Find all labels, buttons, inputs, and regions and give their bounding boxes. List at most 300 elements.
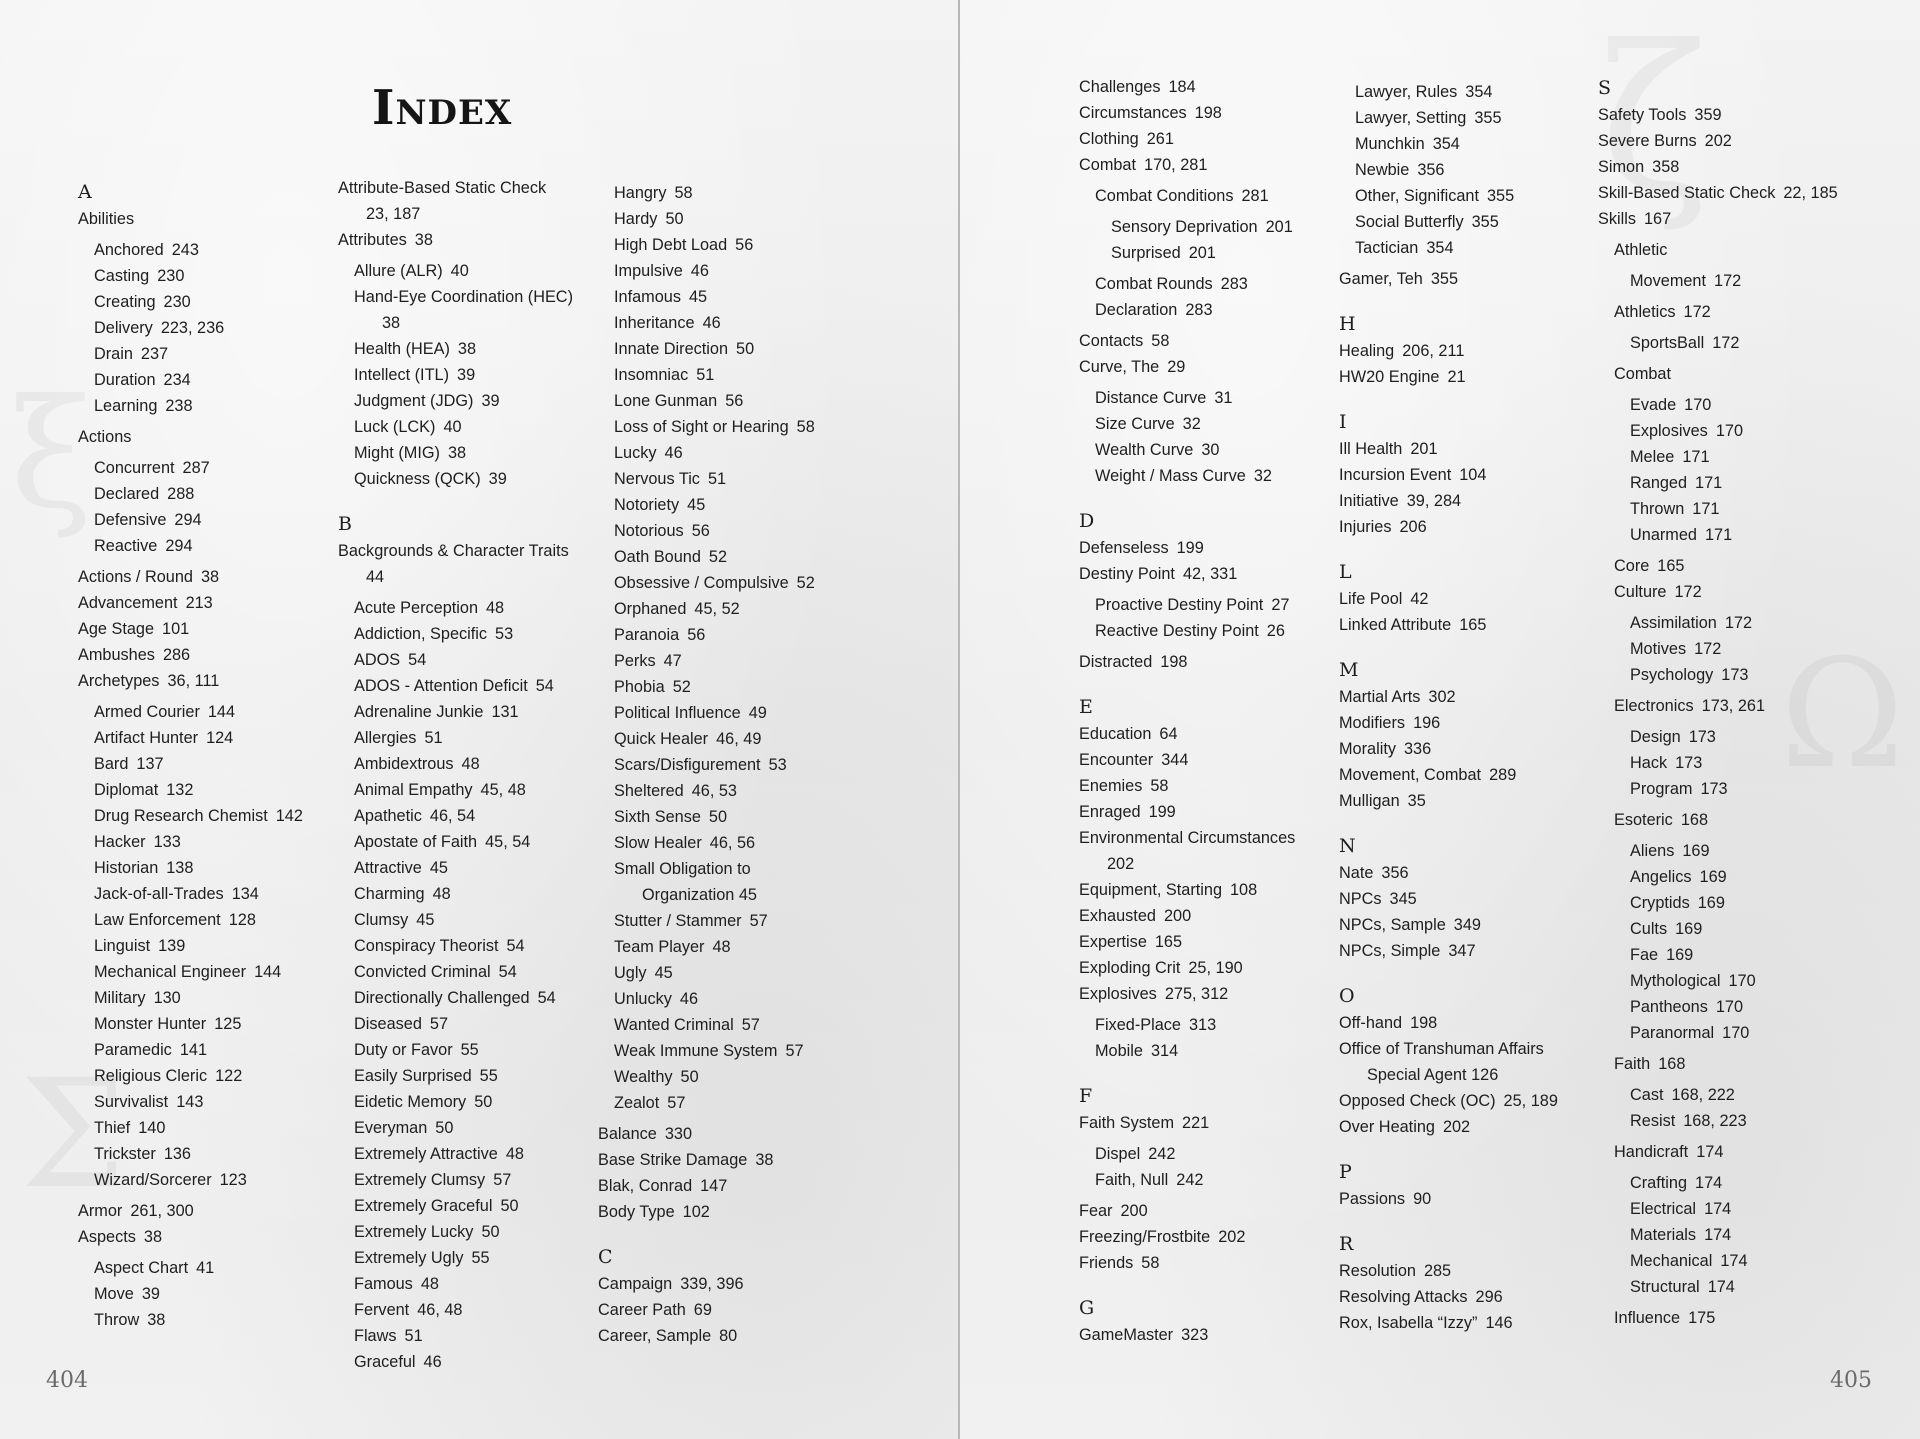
entry-term: Insomniac [614, 366, 689, 384]
entry-term: Cryptids [1630, 894, 1690, 912]
entry-pages: 45 [654, 964, 673, 982]
index-subentry [338, 1349, 600, 1375]
entry-term: Allure (ALR) [354, 262, 443, 280]
index-entry [1079, 100, 1339, 126]
entry-term: Aliens [1630, 842, 1675, 860]
index-subentry [1598, 838, 1868, 864]
index-subentry [338, 725, 600, 751]
entry-pages: 175 [1688, 1309, 1716, 1327]
index-subentry [598, 908, 868, 934]
index-subentry [598, 180, 868, 206]
entry-pages: 38 [200, 568, 220, 586]
entry-term: Passions [1339, 1190, 1406, 1208]
index-entry [1079, 152, 1339, 178]
entry-term: Small Obligation to [614, 860, 751, 878]
entry-term: NPCs, Simple [1339, 942, 1441, 960]
entry-pages: 169 [1697, 894, 1725, 912]
index-subentry [598, 726, 868, 752]
entry-term: Creating [94, 293, 156, 311]
entry-pages: 56 [691, 522, 710, 540]
entry-term: Morality [1339, 740, 1396, 758]
entry-pages: 173 [1688, 728, 1716, 746]
entry-term: Resist [1630, 1112, 1676, 1130]
entry-pages: 39 [141, 1285, 160, 1303]
index-subentry [598, 1012, 868, 1038]
index-subentry [78, 455, 328, 481]
section-letter: F [1079, 1085, 1093, 1107]
entry-term: Crafting [1630, 1174, 1688, 1192]
index-subentry [78, 1167, 328, 1193]
index-entry [1339, 1036, 1599, 1088]
entry-term: Assimilation [1630, 614, 1717, 632]
index-subentry [598, 856, 868, 908]
entry-term: Tactician [1355, 239, 1419, 257]
index-column [598, 175, 868, 1349]
entry-term: Law Enforcement [94, 911, 221, 929]
entry-pages: 174 [1704, 1226, 1732, 1244]
entry-term: Flaws [354, 1327, 397, 1345]
entry-pages: 199 [1148, 803, 1176, 821]
index-subentry [1598, 724, 1868, 750]
entry-term: Aspects [78, 1228, 136, 1246]
index-entry [78, 616, 328, 642]
entry-term: Religious Cleric [94, 1067, 208, 1085]
entry-term: Hand-Eye Coordination (HEC) [354, 288, 573, 306]
entry-term: Faith System [1079, 1114, 1175, 1132]
index-subentry [78, 777, 328, 803]
entry-term: Age Stage [78, 620, 155, 638]
entry-term: Easily Surprised [354, 1067, 472, 1085]
entry-term: Movement, Combat [1339, 766, 1482, 784]
index-subentry [1598, 496, 1868, 522]
entry-term: Design [1630, 728, 1681, 746]
index-entry [1339, 788, 1599, 814]
index-subentry [1598, 470, 1868, 496]
entry-term: Injuries [1339, 518, 1392, 536]
entry-pages: 294 [165, 537, 193, 555]
entry-term: Allergies [354, 729, 417, 747]
index-subentry [78, 481, 328, 507]
index-entry [1079, 1198, 1339, 1224]
entry-pages: 354 [1432, 135, 1460, 153]
entry-term: Paranormal [1630, 1024, 1715, 1042]
entry-pages: 27 [1271, 596, 1290, 614]
entry-pages: 22, 185 [1783, 184, 1838, 202]
entry-pages: 261 [1146, 130, 1174, 148]
index-column [78, 178, 328, 1333]
entry-pages: 30 [1201, 441, 1220, 459]
index-subentry [1598, 1196, 1868, 1222]
entry-term: Lucky [614, 444, 657, 462]
entry-term: Extremely Clumsy [354, 1171, 486, 1189]
index-subentry [338, 1219, 600, 1245]
entry-term: Unarmed [1630, 526, 1697, 544]
index-subentry [338, 907, 600, 933]
entry-pages: 294 [174, 511, 202, 529]
index-subentry [1079, 592, 1339, 618]
page-number: 404 [46, 1368, 88, 1393]
index-subentry [1598, 1222, 1868, 1248]
entry-pages: 168, 223 [1683, 1112, 1747, 1130]
entry-pages: 172 [1714, 272, 1742, 290]
entry-continuation: 202 [1107, 855, 1135, 873]
index-entry [1339, 612, 1599, 638]
index-entry [338, 227, 600, 253]
index-subentry [598, 232, 868, 258]
index-subentry [338, 258, 600, 284]
entry-pages: 242 [1148, 1145, 1176, 1163]
entry-term: Dispel [1095, 1145, 1141, 1163]
index-subentry [1598, 636, 1868, 662]
entry-term: Explosives [1630, 422, 1708, 440]
entry-pages: 38 [755, 1151, 774, 1169]
index-subentry [338, 1323, 600, 1349]
index-subentry [338, 985, 600, 1011]
entry-pages: 31 [1214, 389, 1233, 407]
index-entry [1339, 586, 1599, 612]
index-subentry [78, 881, 328, 907]
index-entry [1079, 903, 1339, 929]
entry-term: Faith, Null [1095, 1171, 1169, 1189]
entry-term: Aspect Chart [94, 1259, 189, 1277]
entry-term: Distracted [1079, 653, 1153, 671]
entry-pages: 136 [163, 1145, 191, 1163]
entry-term: Paranoia [614, 626, 680, 644]
index-subentry [1598, 693, 1868, 719]
entry-pages: 50 [708, 808, 728, 826]
entry-term: Hardy [614, 210, 658, 228]
index-subentry [1598, 1170, 1868, 1196]
section-letter: R [1339, 1233, 1354, 1255]
entry-pages: 173 [1700, 780, 1728, 798]
entry-term: Trickster [94, 1145, 156, 1163]
entry-pages: 313 [1188, 1016, 1217, 1034]
index-entry [1339, 710, 1599, 736]
entry-term: Materials [1630, 1226, 1697, 1244]
entry-term: Evade [1630, 396, 1677, 414]
entry-pages: 173 [1721, 666, 1749, 684]
entry-pages: 45 [687, 496, 706, 514]
entry-term: Reactive [94, 537, 158, 555]
entry-pages: 50 [680, 1068, 699, 1086]
entry-pages: 26 [1266, 622, 1285, 640]
index-entry [1339, 1088, 1599, 1114]
entry-term: Friends [1079, 1254, 1134, 1272]
entry-term: Mythological [1630, 972, 1721, 990]
section-letter: L [1339, 561, 1352, 583]
entry-term: Fear [1079, 1202, 1113, 1220]
index-subentry [1079, 240, 1339, 266]
entry-pages: 174 [1695, 1174, 1723, 1192]
index-subentry [1598, 444, 1868, 470]
index-subentry [338, 803, 600, 829]
index-entry [78, 642, 328, 668]
entry-term: Athletics [1614, 303, 1676, 321]
entry-pages: 46, 48 [417, 1301, 463, 1319]
entry-pages: 51 [424, 729, 443, 747]
entry-term: Notoriety [614, 496, 680, 514]
entry-term: Faith [1614, 1055, 1651, 1073]
entry-term: Weight / Mass Curve [1095, 467, 1246, 485]
entry-term: Ill Health [1339, 440, 1403, 458]
index-entry [78, 1198, 328, 1224]
index-subentry [598, 362, 868, 388]
entry-term: Encounter [1079, 751, 1154, 769]
entry-pages: 46, 53 [691, 782, 737, 800]
entry-term: Diplomat [94, 781, 159, 799]
entry-term: Melee [1630, 448, 1675, 466]
entry-term: Opposed Check (OC) [1339, 1092, 1496, 1110]
entry-pages: 50 [474, 1093, 493, 1111]
entry-term: Adrenaline Junkie [354, 703, 484, 721]
entry-pages: 230 [163, 293, 191, 311]
index-entry [1339, 912, 1599, 938]
entry-term: Distance Curve [1095, 389, 1207, 407]
entry-term: Concurrent [94, 459, 175, 477]
entry-term: Exhausted [1079, 907, 1156, 925]
entry-term: Psychology [1630, 666, 1714, 684]
entry-pages: 275, 312 [1164, 985, 1229, 1003]
entry-pages: 45, 54 [485, 833, 531, 851]
entry-term: Learning [94, 397, 158, 415]
entry-pages: 238 [165, 397, 193, 415]
entry-pages: 147 [700, 1177, 728, 1195]
entry-pages: 51 [404, 1327, 423, 1345]
index-entry [1339, 514, 1599, 540]
index-entry [1079, 535, 1339, 561]
entry-term: Circumstances [1079, 104, 1187, 122]
section-letter: E [1079, 696, 1093, 718]
index-entry [1079, 1250, 1339, 1276]
index-entry [1079, 561, 1339, 587]
entry-pages: 122 [215, 1067, 243, 1085]
index-entry [1598, 206, 1868, 232]
index-subentry [1079, 214, 1339, 240]
index-subentry [78, 1089, 328, 1115]
entry-term: Program [1630, 780, 1693, 798]
entry-pages: 201 [1188, 244, 1216, 262]
entry-term: Weak Immune System [614, 1042, 778, 1060]
entry-pages: 169 [1699, 868, 1727, 886]
index-subentry [598, 700, 868, 726]
entry-term: Eidetic Memory [354, 1093, 467, 1111]
entry-pages: 206, 211 [1402, 342, 1465, 360]
entry-pages: 146 [1485, 1314, 1513, 1332]
index-entry [1339, 684, 1599, 710]
section-letter: S [1598, 77, 1612, 99]
index-subentry [1598, 1248, 1868, 1274]
entry-term: Ambushes [78, 646, 155, 664]
entry-term: HW20 Engine [1339, 368, 1440, 386]
index-subentry [338, 414, 600, 440]
entry-term: Environmental Circumstances [1079, 829, 1296, 847]
entry-pages: 32 [1253, 467, 1272, 485]
entry-term: Ranged [1630, 474, 1688, 492]
entry-pages: 48 [712, 938, 731, 956]
entry-term: Healing [1339, 342, 1395, 360]
entry-pages: 48 [486, 599, 505, 617]
entry-pages: 345 [1389, 890, 1417, 908]
entry-pages: 355 [1487, 187, 1515, 205]
entry-pages: 169 [1675, 920, 1703, 938]
index-subentry [1339, 183, 1599, 209]
index-entry [78, 424, 328, 450]
index-subentry [338, 647, 600, 673]
entry-term: Mechanical [1630, 1252, 1713, 1270]
index-subentry [598, 518, 868, 544]
index-subentry [1339, 209, 1599, 235]
entry-pages: 356 [1417, 161, 1445, 179]
entry-term: Education [1079, 725, 1152, 743]
index-entry [1339, 436, 1599, 462]
index-subentry [1598, 807, 1868, 833]
entry-pages: 354 [1426, 239, 1454, 257]
entry-term: Extremely Ugly [354, 1249, 464, 1267]
entry-term: Combat Rounds [1095, 275, 1213, 293]
entry-pages: 46 [702, 314, 721, 332]
index-subentry [1598, 942, 1868, 968]
entry-term: Attributes [338, 231, 407, 249]
entry-term: Innate Direction [614, 340, 729, 358]
index-subentry [78, 829, 328, 855]
entry-pages: 58 [1141, 1254, 1160, 1272]
entry-term: Nate [1339, 864, 1374, 882]
entry-pages: 58 [1151, 332, 1170, 350]
entry-pages: 39, 284 [1406, 492, 1462, 510]
index-subentry [338, 1089, 600, 1115]
entry-term: Wanted Criminal [614, 1016, 734, 1034]
entry-pages: 200 [1120, 1202, 1148, 1220]
index-subentry [598, 934, 868, 960]
index-column [1079, 74, 1339, 1348]
entry-pages: 206 [1399, 518, 1427, 536]
index-entry [1079, 747, 1339, 773]
entry-pages: 196 [1413, 714, 1441, 732]
entry-pages: 57 [749, 912, 768, 930]
entry-term: Martial Arts [1339, 688, 1421, 706]
index-subentry [78, 1281, 328, 1307]
entry-term: Lawyer, Setting [1355, 109, 1467, 127]
entry-pages: 174 [1707, 1278, 1735, 1296]
entry-pages: 140 [138, 1119, 166, 1137]
entry-pages: 356 [1381, 864, 1409, 882]
entry-term: Over Heating [1339, 1118, 1435, 1136]
entry-term: Extremely Attractive [354, 1145, 498, 1163]
entry-pages: 58 [796, 418, 815, 436]
entry-term: Directionally Challenged [354, 989, 530, 1007]
entry-continuation: 38 [382, 314, 401, 332]
index-entry [1339, 1310, 1599, 1336]
entry-term: Actions [78, 428, 132, 446]
entry-pages: 173, 261 [1701, 697, 1766, 715]
entry-pages: 170, 281 [1144, 156, 1208, 174]
index-subentry [598, 414, 868, 440]
entry-term: Bard [94, 755, 129, 773]
entry-pages: 201 [1265, 218, 1293, 236]
index-subentry [78, 533, 328, 559]
index-subentry [78, 699, 328, 725]
index-subentry [1598, 418, 1868, 444]
entry-term: Culture [1614, 583, 1667, 601]
section-letter: N [1339, 835, 1356, 857]
entry-term: Initiative [1339, 492, 1399, 510]
entry-pages: 172 [1694, 640, 1722, 658]
index-entry [1079, 1224, 1339, 1250]
index-entry [1079, 354, 1339, 380]
index-entry [338, 538, 600, 590]
index-subentry [1339, 157, 1599, 183]
entry-pages: 234 [163, 371, 191, 389]
index-subentry [1079, 463, 1339, 489]
entry-pages: 45 [429, 859, 448, 877]
entry-pages: 165 [1657, 557, 1685, 575]
entry-term: Career Path [598, 1301, 686, 1319]
entry-pages: 230 [157, 267, 185, 285]
entry-term: Impulsive [614, 262, 683, 280]
entry-term: Combat Conditions [1095, 187, 1234, 205]
index-subentry [598, 336, 868, 362]
entry-pages: 38 [147, 1311, 166, 1329]
entry-term: Historian [94, 859, 159, 877]
section-letter: A [78, 181, 92, 203]
section-letter: G [1079, 1297, 1095, 1319]
entry-continuation: 23, 187 [366, 205, 421, 223]
index-subentry [78, 263, 328, 289]
entry-term: Armor [78, 1202, 123, 1220]
index-subentry [1079, 1012, 1339, 1038]
entry-term: Core [1614, 557, 1650, 575]
entry-term: Life Pool [1339, 590, 1403, 608]
entry-term: ADOS - Attention Deficit [354, 677, 528, 695]
entry-pages: 288 [167, 485, 195, 503]
index-subentry [598, 1038, 868, 1064]
index-entry [598, 1323, 868, 1349]
index-subentry [1598, 553, 1868, 579]
entry-term: Phobia [614, 678, 665, 696]
entry-pages: 52 [796, 574, 815, 592]
index-subentry [598, 830, 868, 856]
entry-pages: 45, 48 [480, 781, 526, 799]
index-entry [78, 590, 328, 616]
right-page [960, 0, 1920, 1439]
index-entry [598, 1199, 868, 1225]
index-subentry [1598, 237, 1868, 263]
entry-term: Expertise [1079, 933, 1147, 951]
index-subentry [338, 1115, 600, 1141]
index-subentry [78, 933, 328, 959]
entry-pages: 42 [1410, 590, 1429, 608]
index-subentry [78, 1037, 328, 1063]
entry-pages: 289 [1489, 766, 1517, 784]
entry-term: Drain [94, 345, 133, 363]
entry-term: Esoteric [1614, 811, 1673, 829]
entry-pages: 50 [665, 210, 684, 228]
entry-term: Notorious [614, 522, 684, 540]
index-entry [598, 1147, 868, 1173]
entry-pages: 283 [1220, 275, 1248, 293]
entry-term: Conspiracy Theorist [354, 937, 499, 955]
entry-pages: 138 [166, 859, 194, 877]
entry-pages: 53 [768, 756, 787, 774]
entry-pages: 198 [1410, 1014, 1438, 1032]
index-subentry [338, 751, 600, 777]
entry-pages: 169 [1682, 842, 1710, 860]
entry-term: Contacts [1079, 332, 1144, 350]
entry-pages: 169 [1666, 946, 1694, 964]
index-entry [1079, 981, 1339, 1007]
entry-term: Attractive [354, 859, 422, 877]
index-subentry [1598, 522, 1868, 548]
